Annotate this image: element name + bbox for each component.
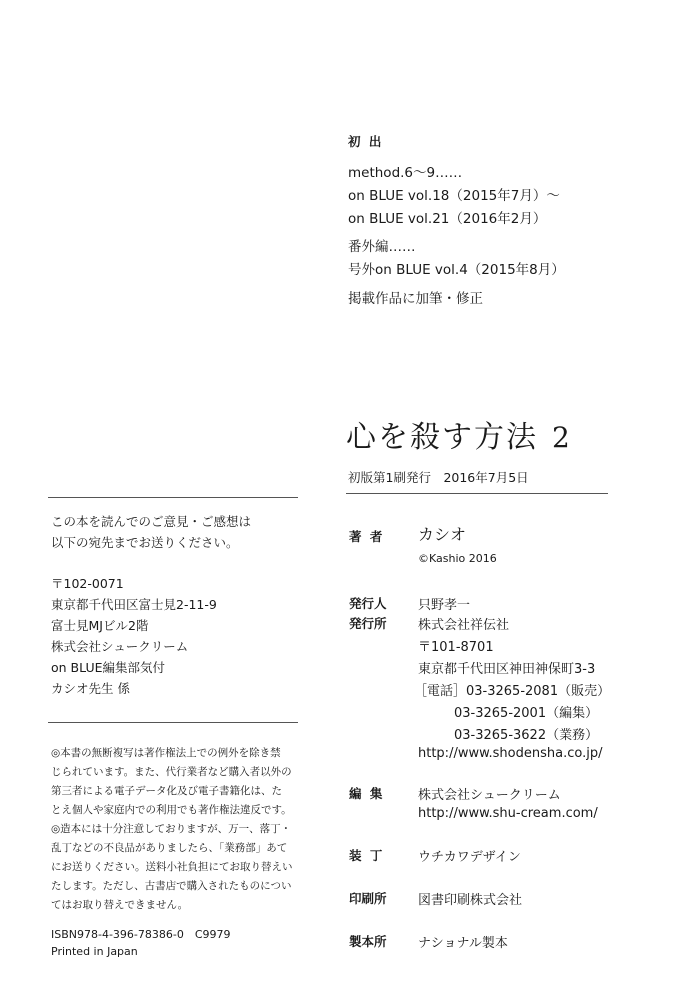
publisher-person-label: 発行人 [349, 596, 387, 611]
feedback-intro: 以下の宛先までお送りください。 [51, 535, 239, 550]
publisher-line: 〒101-8701 [418, 640, 494, 655]
printed-in: Printed in Japan [51, 945, 138, 958]
feedback-address-line: 富士見MJビル2階 [51, 618, 149, 633]
design-label: 装 丁 [349, 848, 385, 863]
publisher-person: 只野孝一 [418, 598, 471, 613]
first-appearance-extra: 番外編…… [348, 239, 416, 255]
isbn: ISBN978-4-396-78386-0 C9979 [51, 928, 231, 941]
feedback-address-line: on BLUE編集部気付 [51, 660, 166, 675]
left-top-divider [48, 497, 298, 498]
legal-line: とえ個人や家庭内での利用でも著作権法違反です。 [51, 804, 292, 816]
title-divider [346, 493, 608, 494]
legal-line: 乱丁などの不良品がありましたら、「業務部」あて [51, 842, 288, 854]
editor-url: http://www.shu-cream.com/ [418, 806, 598, 821]
edition-date: 初版第1刷発行 2016年7月5日 [348, 470, 529, 485]
editor-label: 編 集 [349, 786, 385, 801]
author-label: 著 者 [349, 529, 385, 544]
book-volume: 2 [552, 421, 570, 454]
publisher-phone: 03-3265-2001（編集） [454, 706, 599, 721]
legal-line: てはお取り替えできません。 [51, 899, 189, 911]
publisher-line: 東京都千代田区神田神保町3-3 [418, 662, 596, 677]
legal-line: ◎本書の無断複写は著作権法上での例外を除き禁 [51, 747, 281, 759]
binder-label: 製本所 [349, 934, 387, 949]
publisher-phone: 03-3265-3622（業務） [454, 728, 599, 743]
publisher-url: http://www.shodensha.co.jp/ [418, 746, 603, 761]
publisher-label: 発行所 [349, 616, 387, 631]
design-name: ウチカワデザイン [418, 850, 521, 865]
feedback-address-line: 株式会社シュークリーム [51, 639, 189, 654]
printer-label: 印刷所 [349, 891, 387, 906]
feedback-address-line: 東京都千代田区富士見2-11-9 [51, 597, 217, 612]
feedback-address-line: カシオ先生 係 [51, 681, 130, 696]
legal-line: じられています。また、代行業者など購入者以外の [51, 766, 292, 778]
printer-name: 図書印刷株式会社 [418, 893, 523, 908]
legal-line: ◎造本には十分注意しておりますが、万一、落丁・ [51, 823, 292, 835]
publisher-line: 株式会社祥伝社 [418, 618, 510, 633]
first-appearance-heading: 初 出 [348, 134, 384, 149]
feedback-intro: この本を読んでのご意見・ご感想は [51, 514, 252, 529]
first-appearance-note: 掲載作品に加筆・修正 [348, 291, 483, 307]
legal-line: 第三者による電子データ化及び電子書籍化は、た [51, 785, 282, 797]
first-appearance-line: on BLUE vol.21（2016年2月） [348, 211, 547, 227]
copyright: ©Kashio 2016 [418, 552, 497, 565]
left-mid-divider [48, 722, 298, 723]
publisher-phone: ［電話］03-3265-2081（販売） [414, 684, 611, 699]
book-title: 心を殺す方法 [346, 420, 538, 455]
binder-name: ナショナル製本 [418, 936, 508, 951]
legal-line: にお送りください。送料小社負担にてお取り替えい [51, 861, 293, 873]
first-appearance-extra: 号外on BLUE vol.4（2015年8月） [348, 262, 565, 278]
book-title-block [346, 412, 570, 456]
feedback-address-line: 〒102-0071 [51, 576, 124, 591]
legal-line: たします。ただし、古書店で購入されたものについ [51, 880, 292, 892]
author-name: カシオ [418, 525, 467, 544]
editor-name: 株式会社シュークリーム [418, 788, 561, 803]
first-appearance-line: on BLUE vol.18（2015年7月）～ [348, 188, 560, 204]
first-appearance-line: method.6～9…… [348, 165, 463, 181]
